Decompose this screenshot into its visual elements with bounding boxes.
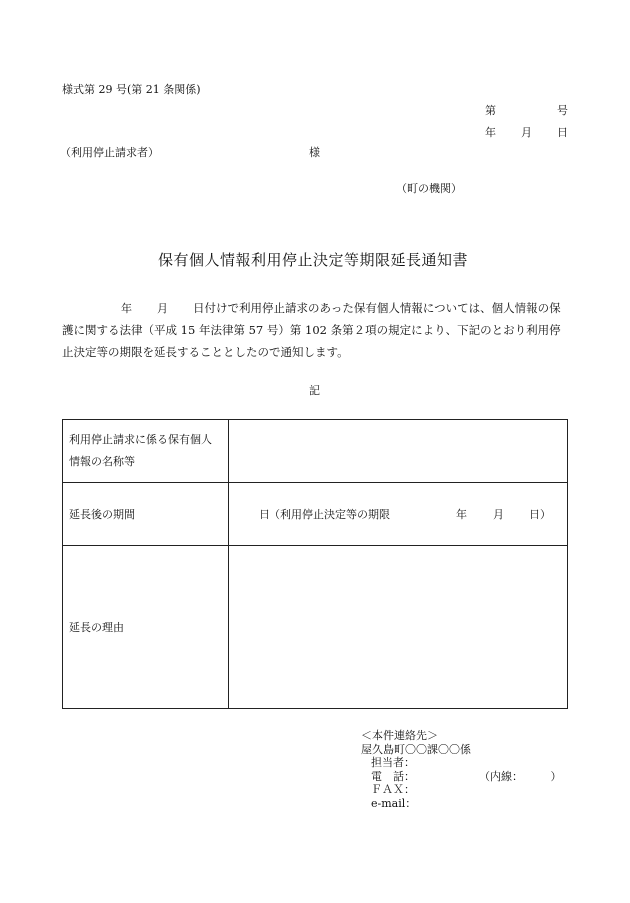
table-row: [63, 546, 568, 709]
contact-phone: 電 話：: [371, 769, 415, 783]
deadline-label: （利用停止決定等の期限: [269, 508, 390, 521]
deadline-day: 日）: [529, 508, 551, 521]
contact-department: 屋久島町〇〇課〇〇係: [361, 742, 471, 756]
contact-email: e-mail：: [371, 796, 417, 810]
table-row: [63, 483, 568, 546]
contact-person: 担当者：: [371, 756, 415, 769]
date-month: 月: [521, 126, 532, 139]
body-month: 月: [157, 302, 168, 315]
contact-fax: ＦＡＸ：: [371, 783, 415, 796]
requester-honorific: 様: [309, 146, 320, 159]
record-table: [62, 419, 568, 709]
doc-number-suffix: 号: [557, 104, 568, 117]
row1-label-line2: 情報の名称等: [69, 455, 135, 468]
deadline-year: 年: [456, 508, 467, 521]
row2-value-cell: [229, 483, 568, 546]
date-day: 日: [557, 126, 568, 139]
row2-label: 延長後の期間: [63, 483, 229, 546]
contact-phone-row: [361, 770, 562, 784]
row3-value-cell: [229, 546, 568, 709]
period-day: 日: [259, 508, 270, 521]
contact-extension: （内線： ）: [479, 769, 562, 783]
form-number: 様式第 29 号(第 21 条関係): [62, 83, 201, 96]
deadline-month: 月: [493, 508, 504, 521]
contact-heading: ＜本件連絡先＞: [361, 729, 438, 742]
date-year: 年: [485, 126, 496, 139]
doc-number-prefix: 第: [485, 104, 496, 117]
body-year: 年: [121, 302, 132, 315]
contact-block: [361, 729, 562, 810]
row1-label-cell: [63, 420, 229, 483]
document-title: 保有個人情報利用停止決定等期限延長通知書: [158, 251, 469, 269]
row1-label-line1: 利用停止請求に係る保有個人: [69, 433, 212, 446]
row1-value-cell: [229, 420, 568, 483]
requester-label: （利用停止請求者）: [60, 146, 159, 159]
row3-label: 延長の理由: [63, 546, 229, 709]
body-paragraph: 日付けで利用停止請求のあった保有個人情報については、個人情報の保護に関する法律（平成 15 年法律第 57 号）第 102 条第２項の規定により、下記のとおり利用停止決定等の期限を延長することとしたので通知します。: [62, 301, 561, 359]
ki-mark: 記: [309, 384, 320, 397]
table-row: [63, 420, 568, 483]
issuer-label: （町の機関）: [396, 182, 462, 195]
